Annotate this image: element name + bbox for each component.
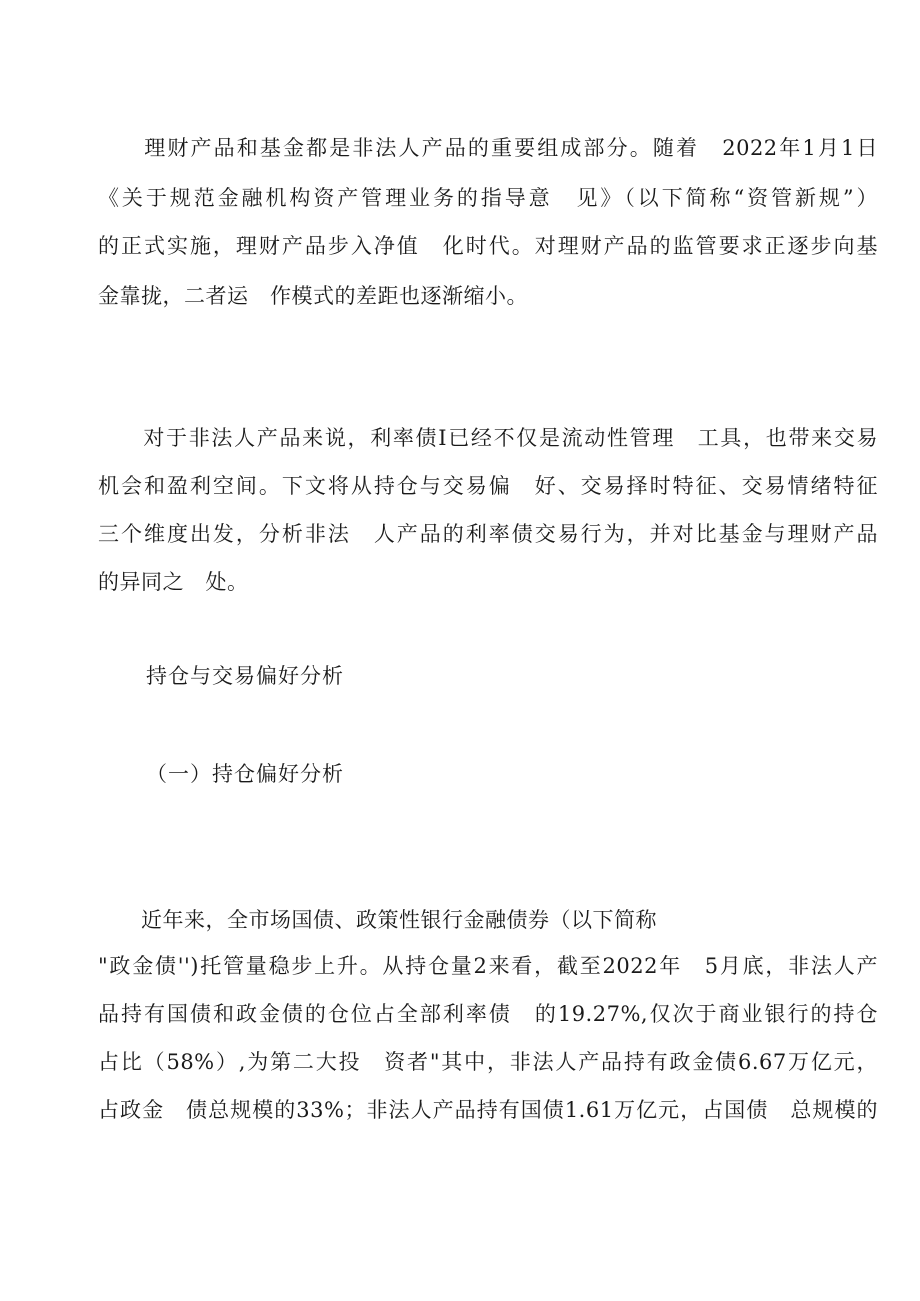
paragraph-3-line-3: 品持有国债和政金债的仓位占全部利率债 的19.27%,仅次于商业银行的持仓 <box>98 1002 878 1026</box>
paragraph-3-line-1: 近年来，全市场国债、政策性银行金融债券（以下简称 <box>98 908 657 932</box>
paragraph-2-line-4: 的异同之 处。 <box>98 570 249 594</box>
paragraph-3-line-5: 占政金 债总规模的33%；非法人产品持有国债1.61万亿元，占国债 总规模的 <box>98 1098 878 1122</box>
paragraph-2-line-1: 对于非法人产品来说，利率债I已经不仅是流动性管理 工具，也带来交易 <box>98 426 878 450</box>
paragraph-3-line-2: "政金债'')托管量稳步上升。从持仓量2来看，截至2022年 5月底，非法人产 <box>98 954 878 978</box>
section-heading: 持仓与交易偏好分析 <box>146 664 344 688</box>
paragraph-2-line-2: 机会和盈利空间。下文将从持仓与交易偏 好、交易择时特征、交易情绪特征 <box>98 474 878 498</box>
paragraph-3-line-4: 占比（58%）,为第二大投 资者"其中，非法人产品持有政金债6.67万亿元， <box>98 1050 878 1074</box>
paragraph-2-line-3: 三个维度出发，分析非法 人产品的利率债交易行为，并对比基金与理财产品 <box>98 522 878 546</box>
paragraph-1-line-2: 《关于规范金融机构资产管理业务的指导意 见》（以下简称“资管新规”） <box>98 186 878 210</box>
subsection-heading: （一）持仓偏好分析 <box>146 762 344 786</box>
paragraph-1-line-1: 理财产品和基金都是非法人产品的重要组成部分。随着 2022年1月1日 <box>98 136 878 160</box>
paragraph-1-line-3: 的正式实施，理财产品步入净值 化时代。对理财产品的监管要求正逐步向基 <box>98 234 878 258</box>
paragraph-1-line-4: 金靠拢，二者运 作模式的差距也逐渐缩小。 <box>98 284 528 308</box>
